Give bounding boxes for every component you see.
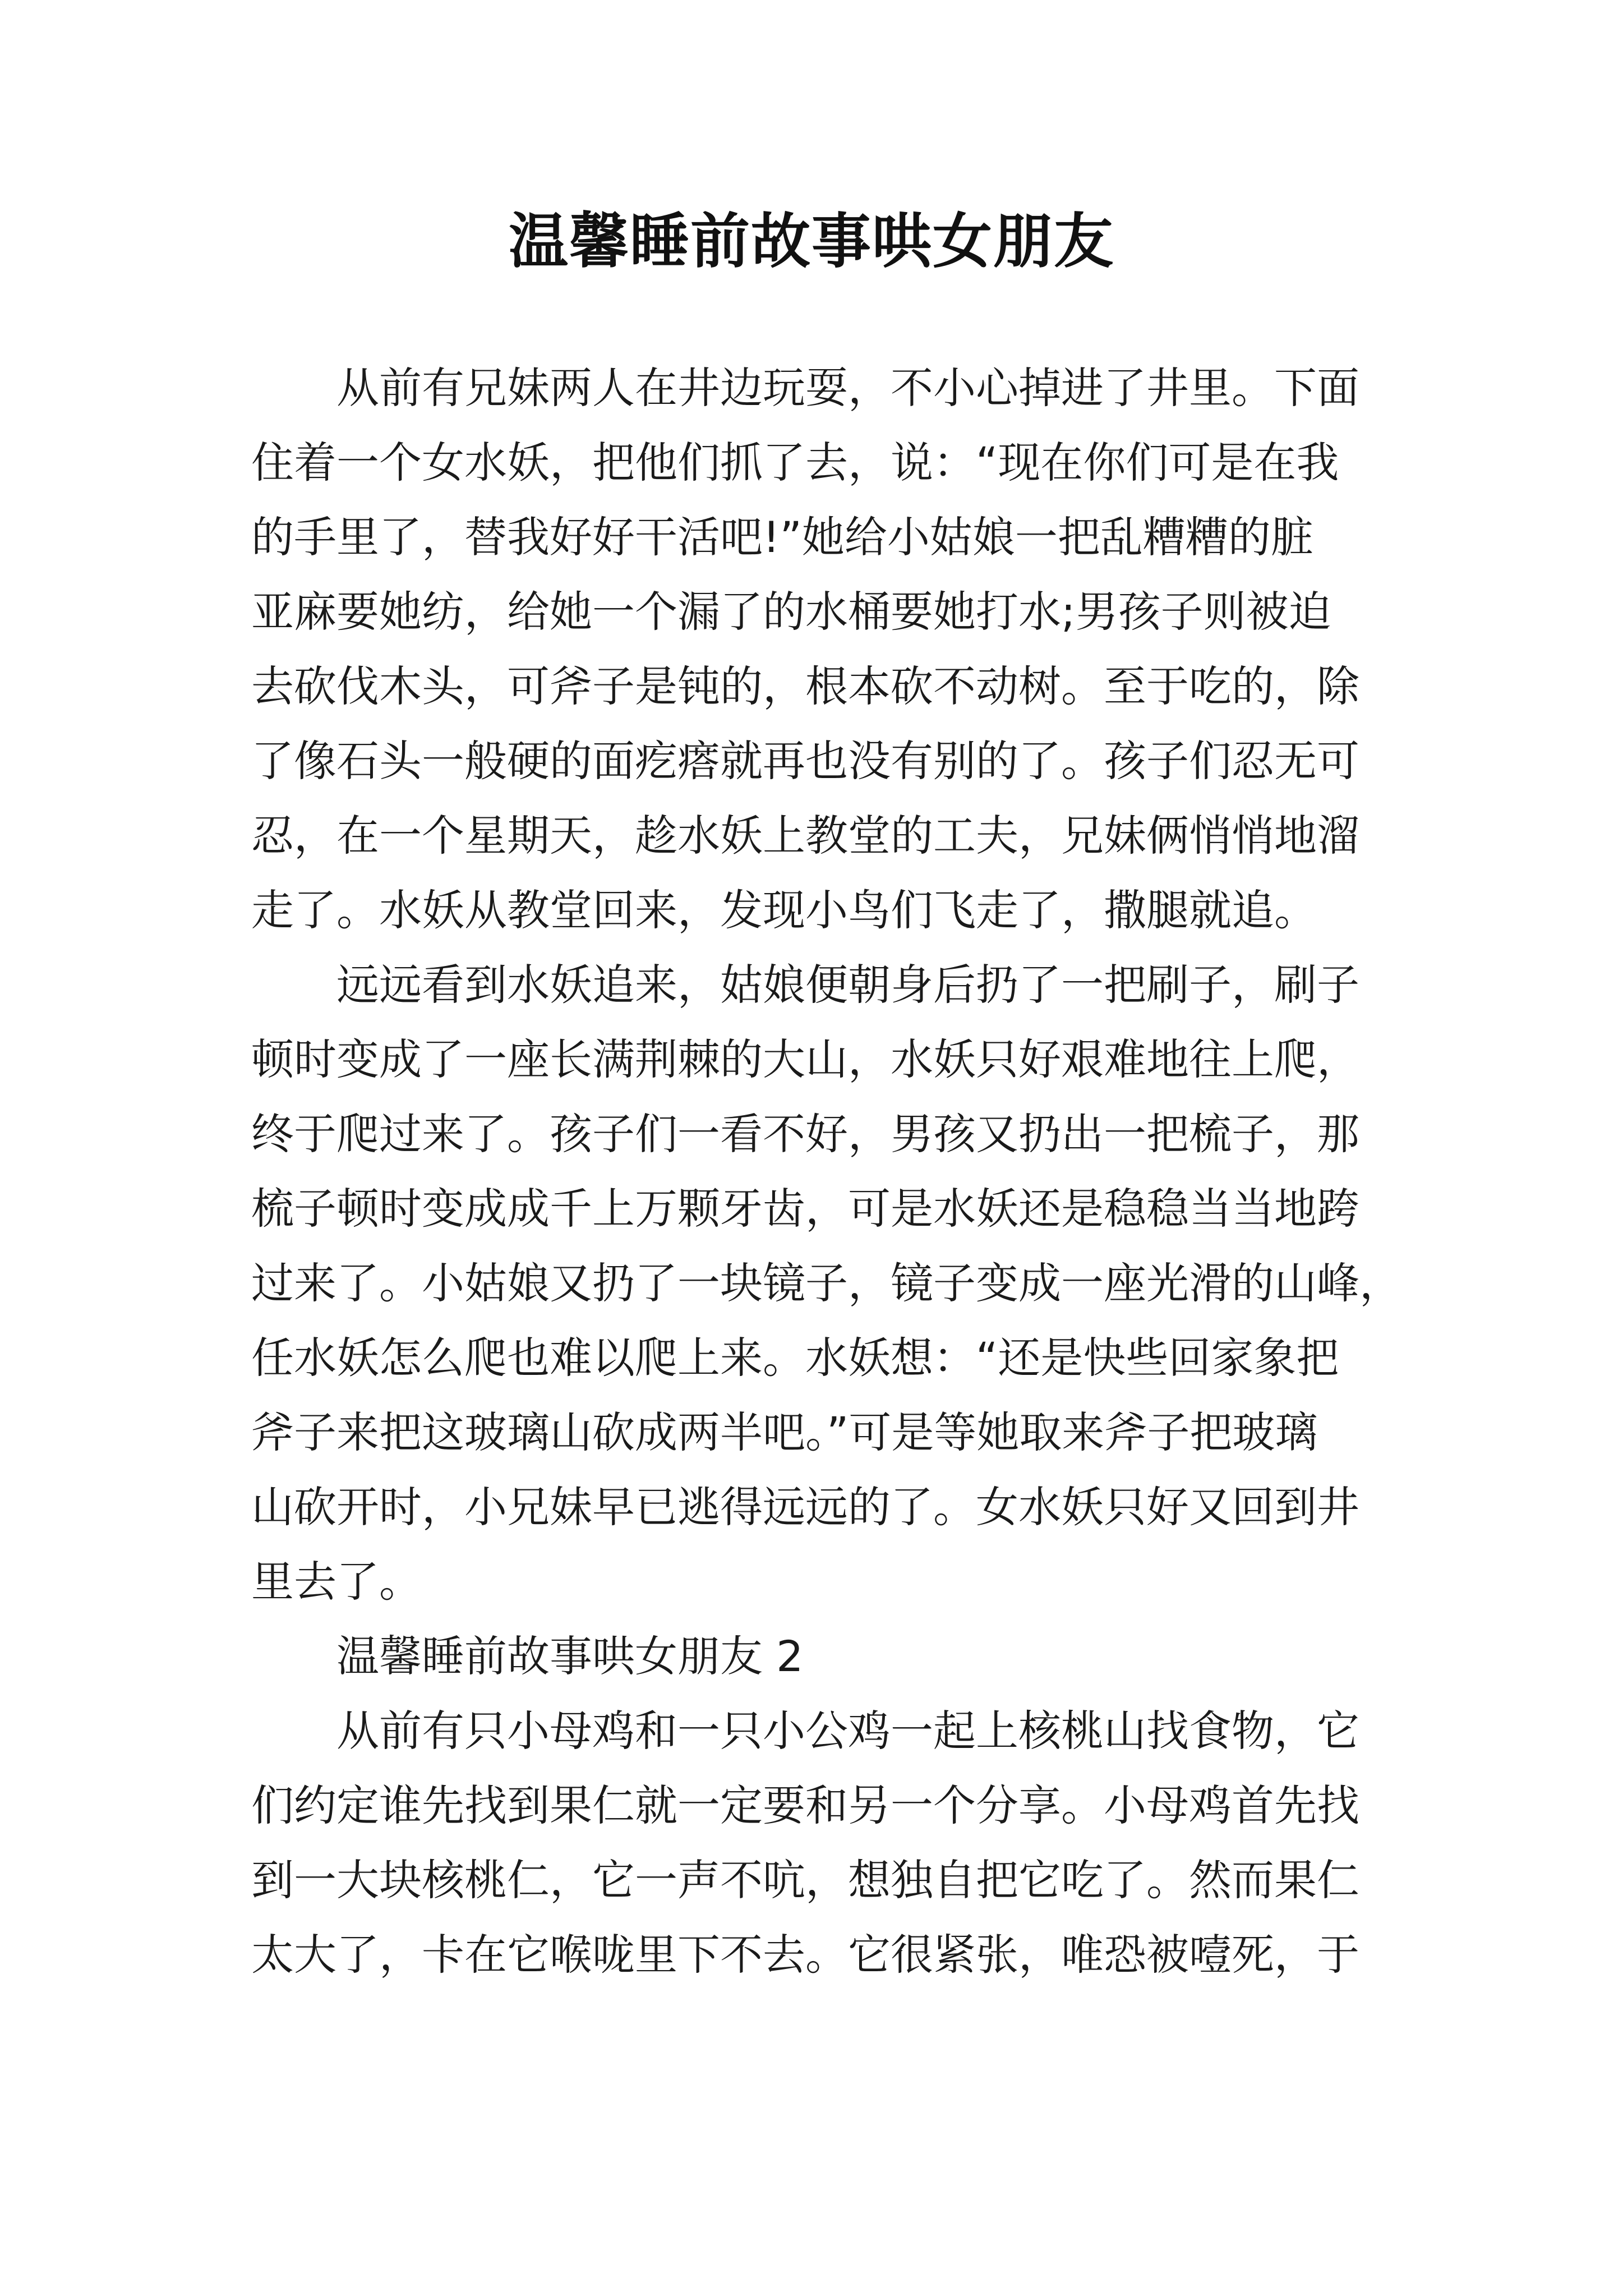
text-line: 住着一个女水妖，把他们抓了去，说：“现在你们可是在我 [251,438,1339,487]
text-line: 亚麻要她纺，给她一个漏了的水桶要她打水;男孩子则被迫 [251,587,1331,637]
text-line: 们约定谁先找到果仁就一定要和另一个分享。小母鸡首先找 [251,1780,1359,1830]
text-line: 温馨睡前故事哄女朋友 2 [336,1631,804,1681]
document-body [251,351,1402,1992]
text-line: 从前有兄妹两人在井边玩耍，不小心掉进了井里。下面 [336,363,1359,413]
paragraph [251,351,1395,947]
text-line: 的手里了，替我好好干活吧!”她给小姑娘一把乱糟糟的脏 [251,512,1313,562]
paragraph [251,1694,1395,1992]
text-line: 到一大块核桃仁，它一声不吭，想独自把它吃了。然而果仁 [251,1855,1359,1905]
text-line: 梳子顿时变成成千上万颗牙齿，可是水妖还是稳稳当当地跨 [251,1184,1359,1234]
text-line: 去砍伐木头，可斧子是钝的，根本砍不动树。至于吃的，除 [251,661,1359,711]
section-heading [251,1619,1395,1694]
text-line: 了像石头一般硬的面疙瘩就再也没有别的了。孩子们忍无可 [251,736,1359,786]
paragraph [251,947,1402,1619]
text-line: 过来了。小姑娘又扔了一块镜子，镜子变成一座光滑的山峰， [251,1258,1402,1308]
text-line: 里去了。 [251,1557,422,1607]
text-line: 斧子来把这玻璃山砍成两半吧。”可是等她取来斧子把玻璃 [251,1407,1318,1457]
text-line: 顿时变成了一座长满荆棘的大山，水妖只好艰难地往上爬， [251,1034,1359,1084]
text-line: 从前有只小母鸡和一只小公鸡一起上核桃山找食物，它 [336,1706,1359,1756]
text-line: 走了。水妖从教堂回来，发现小鸟们飞走了，撒腿就追。 [251,885,1317,935]
text-line: 远远看到水妖追来，姑娘便朝身后扔了一把刷子，刷子 [336,960,1359,1010]
document-title: 温馨睡前故事哄女朋友 [509,206,1114,276]
text-line: 太大了，卡在它喉咙里下不去。它很紧张，唯恐被噎死，于 [251,1930,1359,1980]
text-line: 终于爬过来了。孩子们一看不好，男孩又扔出一把梳子，那 [251,1109,1359,1159]
text-line: 任水妖怎么爬也难以爬上来。水妖想：“还是快些回家象把 [251,1333,1339,1383]
text-line: 山砍开时，小兄妹早已逃得远远的了。女水妖只好又回到井 [251,1482,1359,1532]
text-line: 忍，在一个星期天，趁水妖上教堂的工夫，兄妹俩悄悄地溜 [251,811,1359,861]
